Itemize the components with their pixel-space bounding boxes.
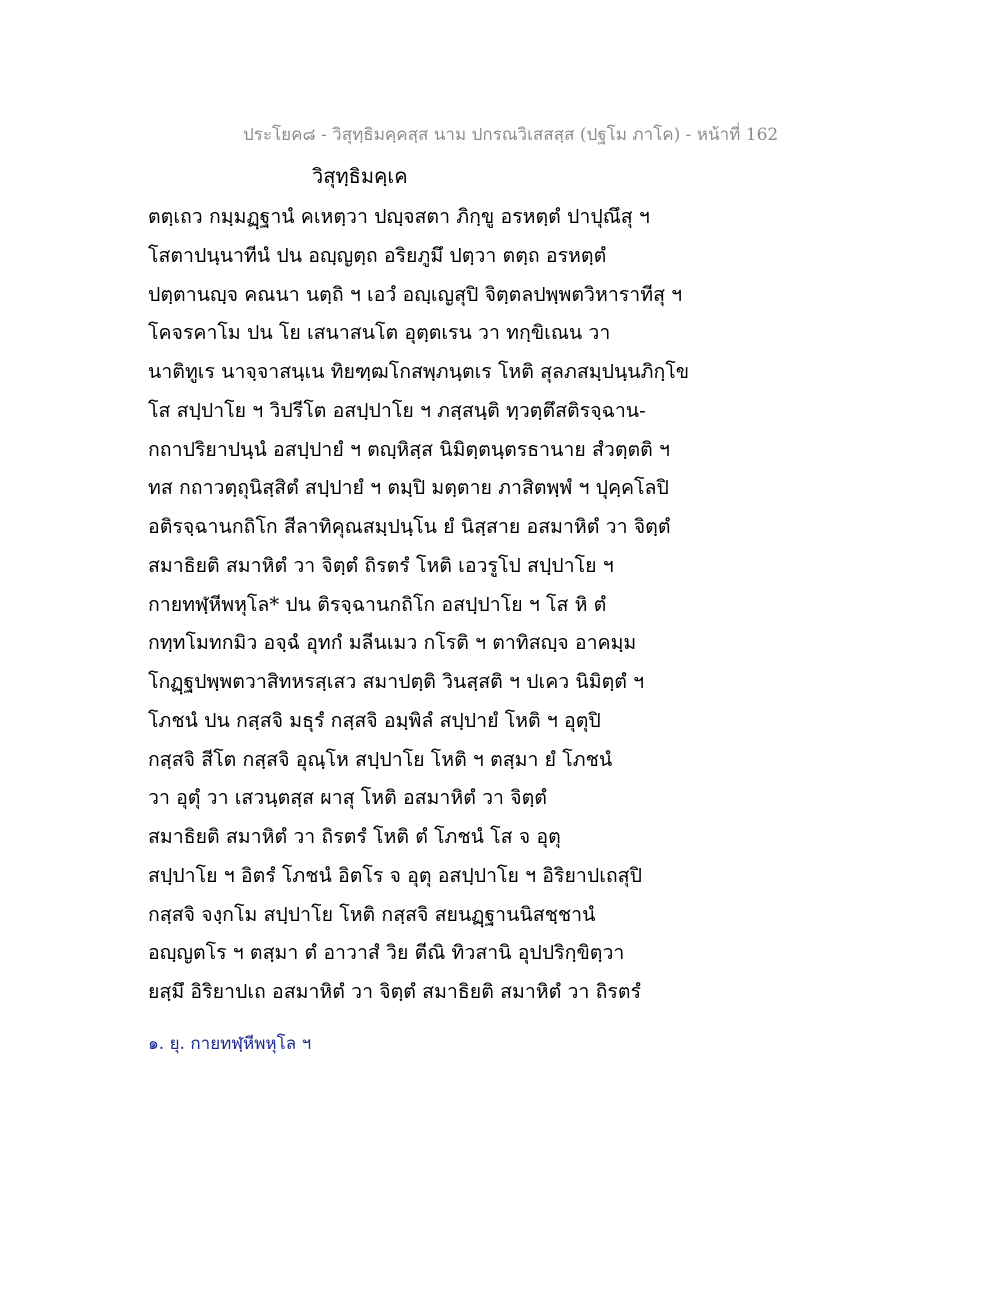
body-text xyxy=(148,198,689,1012)
text-line: โสตาปนฺนาทีนํ ปน อญฺญตฺถ อริยภูมึ ปตฺวา ตตฺถ อรหตฺตํ xyxy=(148,243,607,267)
text-line: สมาธิยติ สมาหิตํ วา ถิรตรํ โหติ ตํ โภชนํ โส จ อุตุ xyxy=(148,825,561,848)
text-line: ปตฺตานญฺจ คณนา นตฺถิ ฯ เอวํ อญฺเญสุปิ จิตฺตลปพฺพตวิหาราทีสุ ฯ xyxy=(148,282,683,306)
text-line: สปฺปาโย ฯ อิตรํ โภชนํ อิตโร จ อุตุ อสปฺปาโย ฯ อิริยาปเถสุปิ xyxy=(148,863,642,887)
footnote: ๑. ยุ. กายทฬฺหีพหุโล ฯ xyxy=(148,1034,312,1054)
text-line: โส สปฺปาโย ฯ วิปรีโต อสปฺปาโย ฯ ภสฺสนฺติ ทฺวตฺตึสติรจฺฉาน- xyxy=(148,398,646,422)
text-line: อติรจฺฉานกถิโก สีลาทิคุณสมฺปนฺโน ยํ นิสฺสาย อสมาหิตํ วา จิตฺตํ xyxy=(148,515,671,538)
text-line: โคจรคาโม ปน โย เสนาสนโต อุตฺตเรน วา ทกฺขิเณน วา xyxy=(148,321,611,345)
text-line: ตตฺเถว กมฺมฏฺฐานํ คเหตฺวา ปญฺจสตา ภิกฺขู อรหตฺตํ ปาปุณึสุ ฯ xyxy=(148,205,650,228)
text-line: กสฺสจิ สีโต กสฺสจิ อุณฺโห สปฺปาโย โหติ ฯ ตสฺมา ยํ โภชนํ xyxy=(148,747,613,771)
text-line: โกฏฺฐปพฺพตวาสิทหรสฺเสว สมาปตฺติ วินสฺสติ ฯ ปเคว นิมิตฺตํ ฯ xyxy=(148,670,645,693)
section-title: วิสุทฺธิมคฺเค xyxy=(312,164,408,188)
text-line: สมาธิยติ สมาหิตํ วา จิตฺตํ ถิรตรํ โหติ เอวรูโป สปฺปาโย ฯ xyxy=(148,553,614,577)
running-header: ประโยค๘ - วิสุทฺธิมคฺคสฺส นาม ปกรณวิเสสสฺส (ปฐโม ภาโค) - หน้าที่ 162 xyxy=(243,125,779,145)
text-line: นาติทูเร นาจฺจาสนฺเน ทิยฑฺฒโกสพฺภนฺตเร โหติ สุลภสมฺปนฺนภิกฺโข xyxy=(148,360,690,383)
text-line: ทส กถาวตฺถุนิสฺสิตํ สปฺปายํ ฯ ตมฺปิ มตฺตาย ภาสิตพฺพํ ฯ ปุคฺคโลปิ xyxy=(148,476,669,500)
text-line: กถาปริยาปนฺนํ อสปฺปายํ ฯ ตญฺหิสฺส นิมิตฺตนฺตรธานาย สํวตฺตติ ฯ xyxy=(148,437,670,461)
text-line: อญฺญตโร ฯ ตสฺมา ตํ อาวาสํ วิย ตีณิ ทิวสานิ อุปปริกฺขิตฺวา xyxy=(148,941,625,965)
text-line: โภชนํ ปน กสฺสจิ มธุรํ กสฺสจิ อมฺพิลํ สปฺปายํ โหติ ฯ อุตุปิ xyxy=(148,708,601,732)
text-line: ยสฺมึ อิริยาปเถ อสมาหิตํ วา จิตฺตํ สมาธิยติ สมาหิตํ วา ถิรตรํ xyxy=(148,980,642,1003)
text-line: วา อุตุํ วา เสวนฺตสฺส ผาสุ โหติ อสมาหิตํ วา จิตฺตํ xyxy=(148,786,547,810)
text-line: กายทฬฺหีพหุโล* ปน ติรจฺฉานกถิโก อสปฺปาโย ฯ โส หิ ตํ xyxy=(148,592,607,616)
text-line: กทฺทโมทกมิว อจฺฉํ อุทกํ มลีนเมว กโรติ ฯ ตาทิสญฺจ อาคมฺม xyxy=(148,631,637,655)
text-line: กสฺสจิ จงฺกโม สปฺปาโย โหติ กสฺสจิ สยนฏฺฐานนิสชฺชานํ xyxy=(148,902,596,926)
